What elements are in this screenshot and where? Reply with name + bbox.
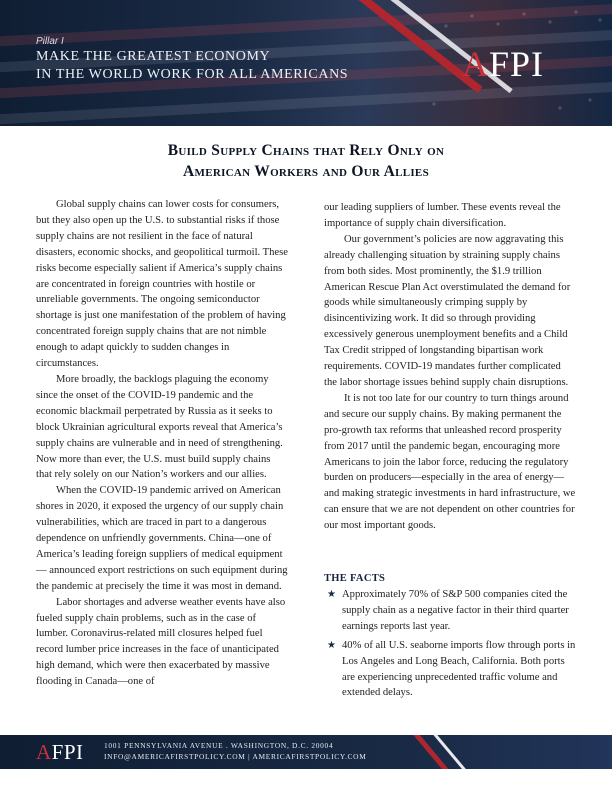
footer-contact [104, 741, 366, 762]
afpi-logo [462, 44, 544, 84]
fact-text: Approximately 70% of S&P 500 companies cited the supply chain as a negative factor in their third quarter earnings reports last year. [342, 589, 569, 632]
fact-item [324, 638, 576, 702]
diagonal-red-stripe [405, 735, 454, 769]
pillar-label: Pillar I [36, 36, 64, 47]
paragraph: Global supply chains can lower costs for consumers, but they also open up the U.S. to substantial risks if those supply chains are not resilient in the face of natural disasters, economic shocks, and geopolitical turmoil. These risks become especially salient if America’s supply chains are concentrated in foreign countries with hostile or unreliable governments. The ongoing semiconductor shortage is just one manifestation of the problem of having concentrated foreign supply chains that are not nimble enough to adapt quickly to sudden changes in circumstances. [36, 199, 288, 370]
fact-item [324, 587, 576, 635]
right-column [324, 200, 576, 534]
footer-bar [0, 735, 612, 769]
fact-text: 40% of all U.S. seaborne imports flow through ports in Los Angeles and Long Beach, California. Both ports are experiencing unprecedented traffic volume and extended delays. [342, 639, 576, 699]
logo-accent-letter: A [462, 44, 489, 84]
footer-contact-line[interactable]: INFO@AMERICAFIRSTPOLICY.COM | AMERICAFIRSTPOLICY.COM [104, 751, 367, 761]
document-title-line1: Build Supply Chains that Rely Only on [167, 142, 445, 159]
paragraph: More broadly, the backlogs plaguing the economy since the onset of the COVID-19 pandemic and the economic blackmail perpetrated by Russia as it seeks to block Ukrainian agricultural exports reveal that America’s supply chains are vulnerable and in need of strengthening. Now more than ever, the U.S. must build supply chains that rely solely on our Nation’s workers and our allies. [36, 373, 283, 481]
star-icon: ★ [327, 589, 336, 600]
paragraph: When the COVID-19 pandemic arrived on American shores in 2020, it exposed the urgency of our supply chain vulnerabilities, which are traced in part to a dangerous dependence on unfriendly governments. China—one of America’s leading foreign suppliers of medical equipment— announced export restrictions on such equipment during the pandemic at precisely the time it was most in demand. [36, 485, 288, 592]
banner-title-line1: MAKE THE GREATEST ECONOMY [36, 49, 271, 64]
logo-letters: FPI [51, 740, 84, 764]
left-column [36, 197, 288, 690]
paragraph: It is not too late for our country to turn things around and secure our supply chains. By making permanent the pro-growth tax reforms that unleashed record prosperity from 2017 until the pandemic began, encouraging more Americans to join the labor force, reducing the regulatory burden on producers—especially in the area of energy—and making strategic investments in hard infrastructure, we can ensure that we are not dependent on other countries for our most important goods. [324, 392, 576, 532]
document-title-line2: American Workers and Our Allies [183, 163, 429, 180]
logo-accent-letter: A [36, 740, 52, 764]
logo-letters: FPI [489, 44, 545, 84]
footer-logo [36, 740, 84, 764]
banner-title-line2: IN THE WORLD WORK FOR ALL AMERICANS [36, 67, 349, 82]
paragraph: Our government’s policies are now aggravating this already challenging situation by straining supply chains from both sides. Most prominently, the $1.9 trillion American Rescue Plan Act overstimulated the demand for goods while simultaneously crimping supply by disincentivizing work. It did so through providing excessively generous unemployment benefits and a Child Tax Credit stripped of longstanding bipartisan work requirements. COVID-19 mandates further complicated the labor shortage issues behind supply chain disruptions. [324, 233, 571, 388]
facts-list [324, 587, 576, 704]
banner-title [36, 48, 366, 84]
star-icon: ★ [327, 639, 336, 651]
facts-heading: THE FACTS [324, 573, 386, 584]
document-title [40, 140, 572, 182]
paragraph: Labor shortages and adverse weather events have also fueled supply chain problems, such as in the case of lumber. Coronavirus-related mill closures helped fuel record lumber price increases in the face of unanticipated high demand, which were then exacerbated by massive flooding in Canada—one of [36, 596, 286, 688]
header-banner [0, 0, 612, 126]
paragraph: our leading suppliers of lumber. These events reveal the importance of supply chain diversification. [324, 202, 561, 229]
footer-address-line: 1001 PENNSYLVANIA AVENUE . WASHINGTON, D.C. 20004 [104, 741, 334, 750]
